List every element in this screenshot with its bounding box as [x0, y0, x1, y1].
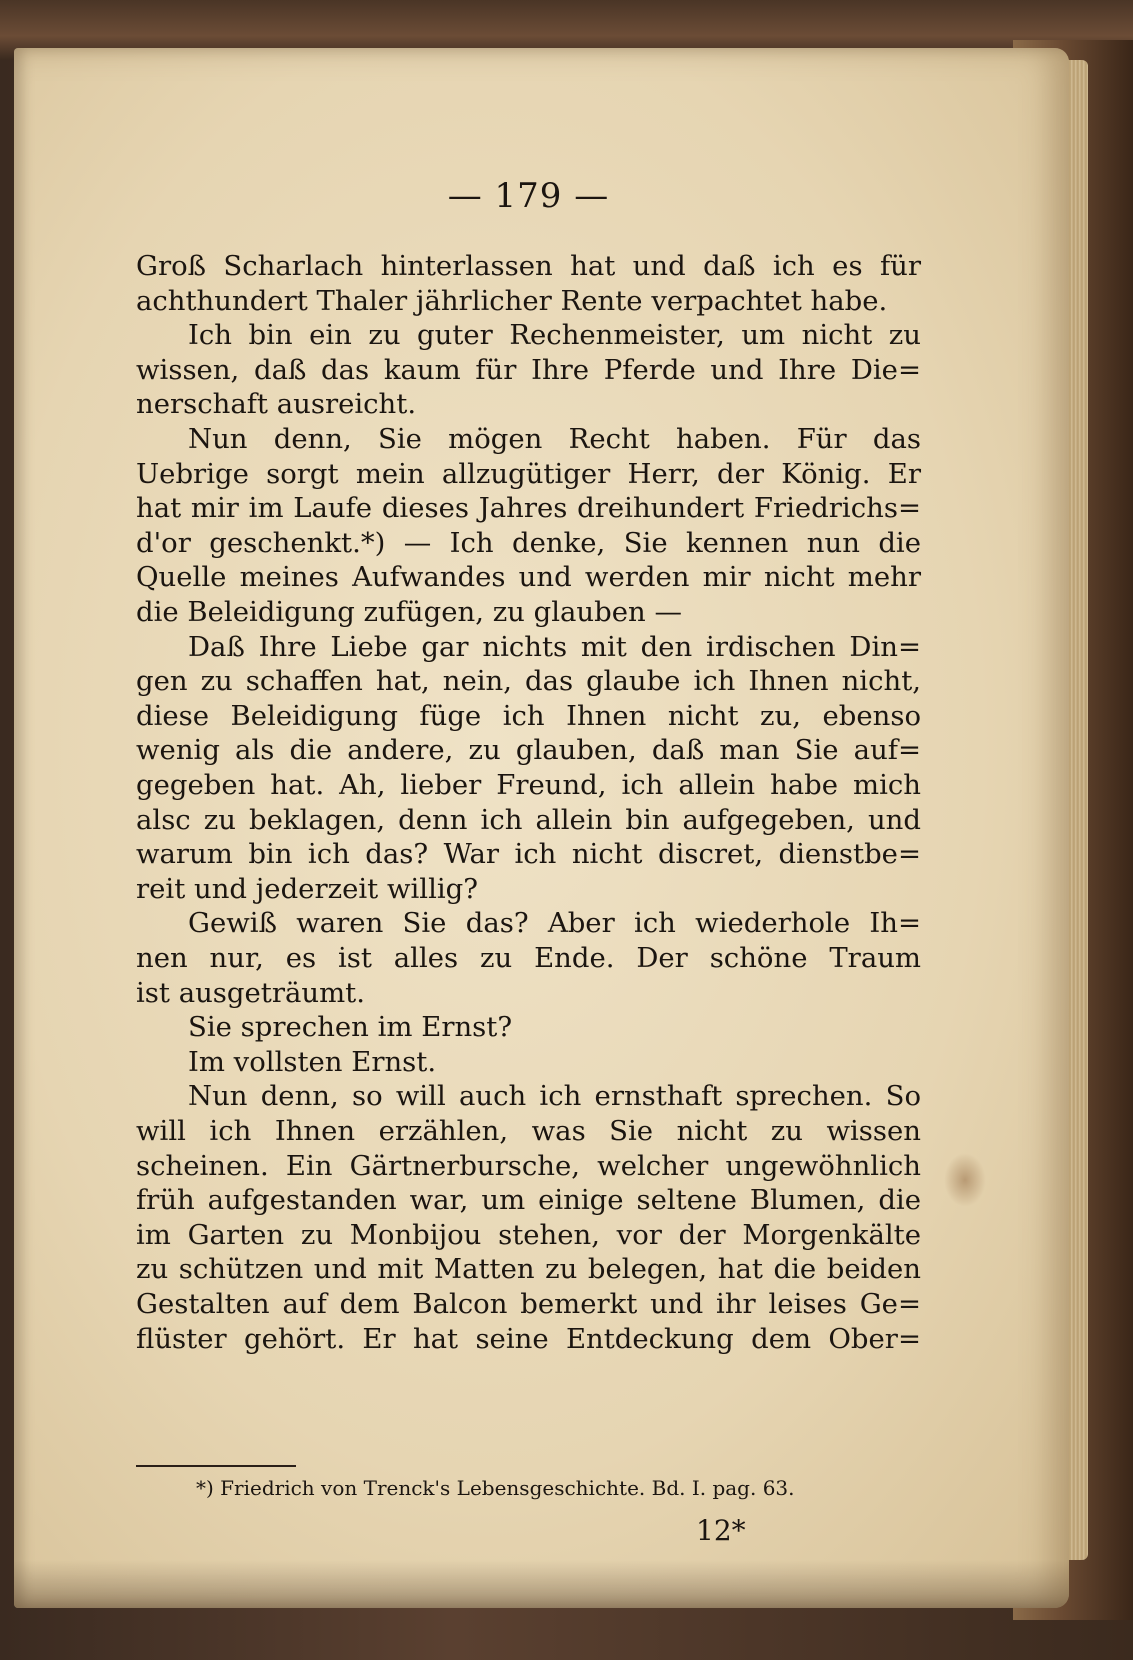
text-line: reit und jederzeit willig? [136, 872, 479, 905]
text-line: nen nur, es ist alles zu Ende. Der schöne Traum [136, 942, 921, 974]
text-line: flüster gehört. Er hat seine Entdeckung dem Ober= [136, 1322, 921, 1355]
page-bottom-shadow [14, 1560, 1069, 1608]
text-line: die Beleidigung zufügen, zu glauben — [136, 596, 682, 628]
text-line: will ich Ihnen erzählen, was Sie nicht zu wissen [136, 1115, 921, 1147]
text-line: Gewiß waren Sie das? Aber ich wiederhole Ih= [188, 907, 921, 940]
text-line: gen zu schaffen hat, nein, das glaube ich Ihnen nicht, [136, 665, 921, 698]
text-line: scheinen. Ein Gärtnerbursche, welcher ungewöhnlich [136, 1149, 921, 1182]
text-line: Nun denn, Sie mögen Recht haben. Für das [188, 423, 921, 455]
text-line: wenig als die andere, zu glauben, daß man Sie auf= [136, 734, 921, 767]
text-line: Uebrige sorgt mein allzugütiger Herr, der König. Er [136, 457, 921, 490]
text-line: diese Beleidigung füge ich Ihnen nicht zu, ebenso [136, 699, 921, 732]
paper-stain [944, 1153, 986, 1207]
footnote: *) Friedrich von Trenck's Lebensgeschichte. Bd. I. pag. 63. [196, 1476, 795, 1500]
text-line: d'or geschenkt.*) — Ich denke, Sie kennen nun die [136, 526, 921, 559]
text-line: Im vollsten Ernst. [188, 1045, 437, 1078]
text-line: warum bin ich das? War ich nicht discret, dienstbe= [136, 838, 921, 871]
text-line: achthundert Thaler jährlicher Rente verpachtet habe. [136, 284, 888, 317]
text-line: wissen, daß das kaum für Ihre Pferde und Ihre Die= [136, 353, 921, 386]
page-number: — 179 — [447, 176, 610, 216]
text-line: Groß Scharlach hinterlassen hat und daß ich es für [136, 250, 921, 282]
text-line: ist ausgeträumt. [136, 976, 365, 1009]
text-line: im Garten zu Monbijou stehen, vor der Morgenkälte [136, 1218, 921, 1251]
text-line: Sie sprechen im Ernst? [188, 1011, 513, 1044]
text-line: früh aufgestanden war, um einige seltene Blumen, die [136, 1184, 921, 1217]
text-line: alsc zu beklagen, denn ich allein bin aufgegeben, und [136, 803, 921, 836]
text-line: hat mir im Laufe dieses Jahres dreihundert Friedrichs= [136, 492, 921, 525]
text-line: gegeben hat. Ah, lieber Freund, ich allein habe mich [136, 769, 921, 801]
footnote-rule [136, 1465, 296, 1467]
text-line: Nun denn, so will auch ich ernsthaft sprechen. So [188, 1080, 921, 1113]
text-line: Ich bin ein zu guter Rechenmeister, um nicht zu [188, 319, 921, 352]
text-line: Gestalten auf dem Balcon bemerkt und ihr leises Ge= [136, 1288, 921, 1320]
text-line: Quelle meines Aufwandes und werden mir nicht mehr [136, 561, 921, 594]
book-page [14, 48, 1069, 1608]
text-line: zu schützen und mit Matten zu belegen, hat die beiden [136, 1253, 921, 1286]
signature-mark: 12* [696, 1514, 746, 1547]
text-line: nerschaft ausreicht. [136, 388, 417, 421]
text-line: Daß Ihre Liebe gar nichts mit den irdischen Din= [188, 630, 921, 663]
